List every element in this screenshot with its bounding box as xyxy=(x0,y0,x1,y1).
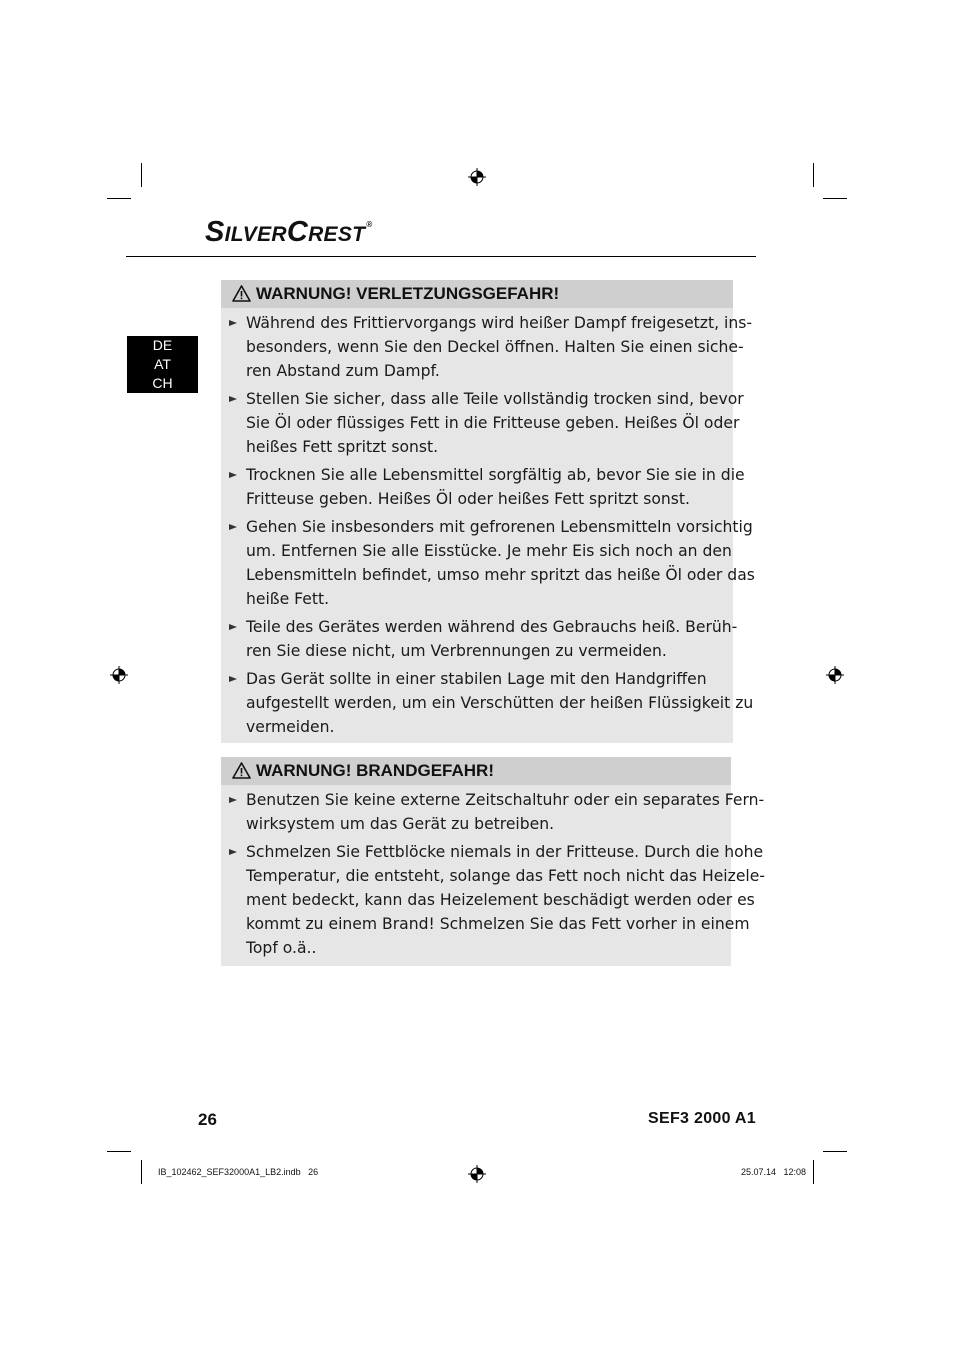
warning-item-line: Fritteuse geben. Heißes Öl oder heißes Fett spritzt sonst. xyxy=(246,490,690,508)
warning-box-fire xyxy=(221,757,765,966)
crop-mark xyxy=(813,1160,814,1184)
warning-item-line: ment bedeckt, kann das Heizelement beschädigt werden oder es xyxy=(246,891,755,909)
warning-header xyxy=(221,757,731,785)
language-code: CH xyxy=(152,375,173,391)
warning-triangle-icon xyxy=(232,762,251,779)
bullet-arrow-icon xyxy=(229,676,237,682)
registration-mark-icon xyxy=(110,666,128,684)
brand-letters: REST xyxy=(308,223,366,246)
print-slug-date: 25.07.14 12:08 xyxy=(740,1167,806,1177)
warning-item-line: aufgestellt werden, um ein Verschütten der heißen Flüssigkeit zu xyxy=(246,694,754,712)
warning-item xyxy=(221,788,765,836)
language-code: DE xyxy=(152,337,173,353)
brand-letter: S xyxy=(205,216,225,248)
language-code: AT xyxy=(154,356,171,372)
model-number: SEF3 2000 A1 xyxy=(648,1110,756,1127)
warning-item-line: wirksystem um das Gerät zu betreiben. xyxy=(246,815,555,833)
header-rule xyxy=(126,256,756,257)
warning-list xyxy=(221,311,755,743)
crop-mark xyxy=(141,163,142,187)
warning-title: WARNUNG! VERLETZUNGSGEFAHR! xyxy=(256,284,560,303)
warning-item xyxy=(221,615,738,663)
warning-item xyxy=(221,387,744,459)
crop-mark xyxy=(107,198,131,199)
warning-header xyxy=(221,280,733,308)
warning-item xyxy=(221,311,752,383)
bullet-arrow-icon xyxy=(229,524,237,530)
crop-mark xyxy=(823,198,847,199)
warning-triangle-icon xyxy=(232,285,251,302)
crop-mark xyxy=(823,1151,847,1152)
registration-mark-icon xyxy=(468,168,486,186)
bullet-arrow-icon xyxy=(229,624,237,630)
warning-item xyxy=(221,667,754,739)
warning-item-line: Trocknen Sie alle Lebensmittel sorgfältig ab, bevor Sie sie in die xyxy=(246,466,745,484)
warning-item-line: kommt zu einem Brand! Schmelzen Sie das Fett vorher in einem xyxy=(246,915,750,933)
warning-item xyxy=(221,840,765,960)
registered-mark: ® xyxy=(366,220,373,229)
bullet-arrow-icon xyxy=(229,472,237,478)
warning-item-line: Das Gerät sollte in einer stabilen Lage mit den Handgriffen xyxy=(246,670,707,688)
crop-mark xyxy=(813,163,814,187)
bullet-arrow-icon xyxy=(229,320,237,326)
page-number: 26 xyxy=(198,1110,217,1129)
bullet-arrow-icon xyxy=(229,849,237,855)
warning-item-line: heiße Fett. xyxy=(246,590,330,608)
print-slug-file: IB_102462_SEF32000A1_LB2.indb 26 xyxy=(158,1167,319,1177)
warning-item-line: Gehen Sie insbesonders mit gefrorenen Lebensmitteln vorsichtig xyxy=(246,518,753,536)
warning-item-line: Temperatur, die entsteht, solange das Fett noch nicht das Heizele- xyxy=(246,867,765,885)
warning-item-line: Lebensmitteln befindet, umso mehr spritzt das heiße Öl oder das xyxy=(246,566,755,584)
warning-item xyxy=(221,463,745,511)
registration-mark-icon xyxy=(826,666,844,684)
warning-item-line: heißes Fett spritzt sonst. xyxy=(246,438,439,456)
warning-item-line: besonders, wenn Sie den Deckel öffnen. Halten Sie einen siche- xyxy=(246,338,744,356)
warning-item-line: Stellen Sie sicher, dass alle Teile vollständig trocken sind, bevor xyxy=(246,390,744,408)
warning-item-line: Teile des Gerätes werden während des Gebrauchs heiß. Berüh- xyxy=(246,618,738,636)
brand-letters: ILVER xyxy=(224,223,287,246)
warning-item-line: ren Sie diese nicht, um Verbrennungen zu vermeiden. xyxy=(246,642,667,660)
registration-mark-icon xyxy=(468,1165,486,1183)
crop-mark xyxy=(141,1160,142,1184)
brand-letter: C xyxy=(286,216,309,248)
warning-item-line: vermeiden. xyxy=(246,718,335,736)
bullet-arrow-icon xyxy=(229,797,237,803)
warning-item-line: ren Abstand zum Dampf. xyxy=(246,362,440,380)
warning-box-injury xyxy=(221,280,755,743)
brand-logo xyxy=(205,218,373,247)
warning-list xyxy=(221,788,765,964)
warning-title: WARNUNG! BRANDGEFAHR! xyxy=(256,761,494,780)
warning-item xyxy=(221,515,755,611)
warning-item-line: Während des Frittiervorgangs wird heißer Dampf freigesetzt, ins- xyxy=(246,314,752,332)
warning-item-line: Benutzen Sie keine externe Zeitschaltuhr oder ein separates Fern- xyxy=(246,791,765,809)
crop-mark xyxy=(107,1151,131,1152)
language-tab xyxy=(127,336,198,393)
warning-item-line: Topf o.ä.. xyxy=(246,939,317,957)
bullet-arrow-icon xyxy=(229,396,237,402)
warning-item-line: um. Entfernen Sie alle Eisstücke. Je mehr Eis sich noch an den xyxy=(246,542,732,560)
warning-item-line: Sie Öl oder flüssiges Fett in die Fritteuse geben. Heißes Öl oder xyxy=(246,414,740,432)
warning-item-line: Schmelzen Sie Fettblöcke niemals in der Fritteuse. Durch die hohe xyxy=(246,843,764,861)
